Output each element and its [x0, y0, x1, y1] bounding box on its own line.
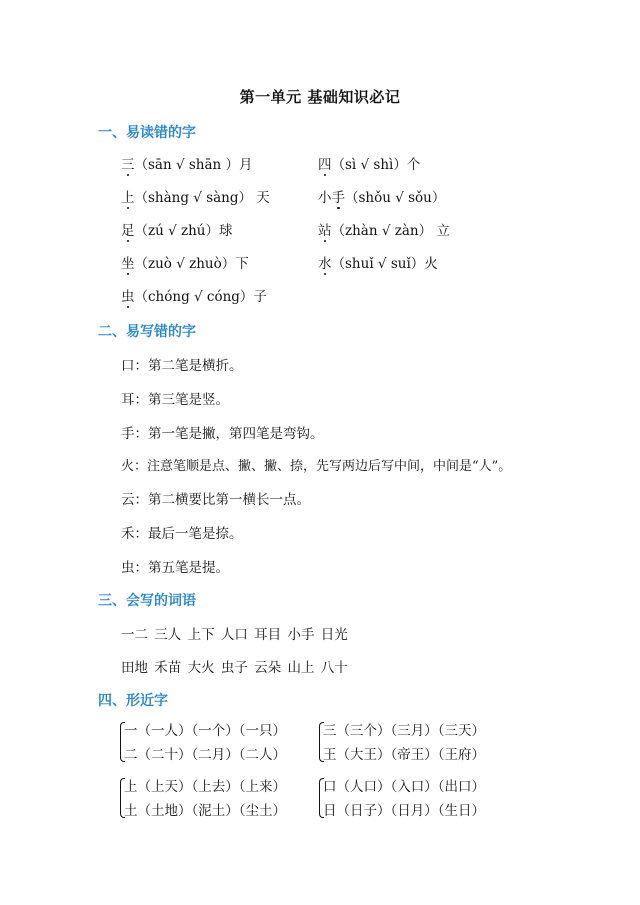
- pinyin-text: （sān √ shān ）月: [134, 157, 253, 173]
- similar-word-line: 一（一人）（一个）（一只）: [124, 723, 286, 739]
- pinyin-item: [121, 219, 233, 239]
- pinyin-item: [318, 252, 438, 272]
- dotted-char: 水: [318, 256, 332, 272]
- word-list-row: 田地 禾苗 大火 虫子 云朵 山上 八十: [121, 660, 348, 676]
- section-heading-1: 一、易读错的字: [98, 125, 196, 141]
- pinyin-item: [121, 285, 267, 305]
- similar-word-line: 三（三个）（三月）（三天）: [323, 723, 485, 739]
- dotted-char: 坐: [121, 256, 135, 272]
- pinyin-text: （shàng √ sàng） 天: [134, 190, 270, 206]
- pinyin-item: [318, 219, 450, 239]
- dotted-char: 虫: [121, 289, 135, 305]
- similar-word-line: 上（上天）（上去）（上来）: [124, 779, 286, 795]
- dotted-char: 四: [318, 157, 332, 173]
- stroke-note: 口：第二笔是横折。: [121, 358, 243, 374]
- stroke-note: 禾：最后一笔是捺。: [121, 526, 243, 542]
- pinyin-text: （zú √ zhú）球: [134, 223, 233, 239]
- stroke-note: 耳：第三笔是竖。: [121, 392, 229, 408]
- pinyin-text: （zhàn √ zàn） 立: [331, 223, 450, 239]
- dotted-char: 三: [121, 157, 135, 173]
- stroke-note: 虫：第五笔是提。: [121, 560, 229, 576]
- stroke-note: 云：第二横要比第一横长一点。: [121, 492, 310, 508]
- similar-word-line: 二（二十）（二月）（二人）: [124, 747, 286, 763]
- stroke-note: 手：第一笔是撇，第四笔是弯钩。: [121, 426, 324, 442]
- pinyin-text: （zuò √ zhuò）下: [134, 256, 249, 272]
- pinyin-text: （shǒu √ sǒu）: [345, 190, 446, 206]
- section-heading-4: 四、形近字: [98, 693, 168, 709]
- pinyin-item: [121, 186, 270, 206]
- page-title: 第一单元 基础知识必记: [239, 88, 401, 106]
- word-list-row: 一二 三人 上下 人口 耳目 小手 日光: [121, 627, 348, 643]
- dotted-char: 上: [121, 190, 135, 206]
- section-heading-2: 二、易写错的字: [98, 324, 196, 340]
- similar-word-line: 日（日子）（日月）（生日）: [323, 803, 485, 819]
- stroke-note: 火：注意笔顺是点、撇、撇、捺，先写两边后写中间，中间是“人”。: [121, 459, 512, 474]
- pinyin-text: （chóng √ cóng）子: [134, 289, 267, 305]
- dotted-char: 手: [331, 190, 345, 206]
- pinyin-item: [318, 186, 445, 206]
- pinyin-text: （shuǐ √ suǐ）火: [331, 256, 438, 272]
- dotted-char: 足: [121, 223, 135, 239]
- section-heading-3: 三、会写的词语: [98, 593, 196, 609]
- similar-word-line: 王（大王）（帝王）（王府）: [323, 747, 485, 763]
- dotted-char: 站: [318, 223, 332, 239]
- pinyin-item: [121, 252, 249, 272]
- similar-word-line: 口（人口）（入口）（出口）: [323, 779, 485, 795]
- pinyin-prefix: 小: [318, 190, 332, 206]
- similar-word-line: 土（土地）（泥土）（尘土）: [124, 803, 286, 819]
- pinyin-text: （sì √ shì）个: [331, 157, 421, 173]
- pinyin-item: [318, 153, 420, 173]
- pinyin-item: [121, 153, 253, 173]
